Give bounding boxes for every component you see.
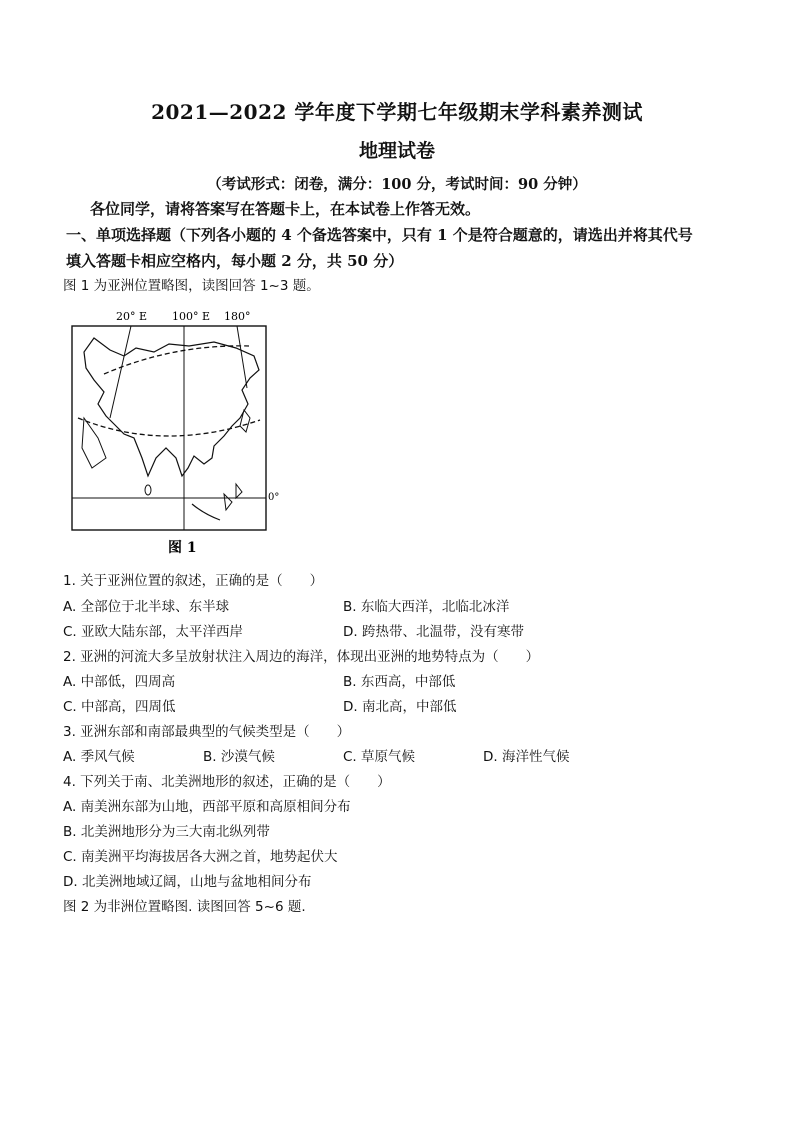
meridian-180 [237,326,247,388]
lon-label-180: 180° [224,310,251,323]
question-3-option-b: B. 沙漠气候 [203,749,275,765]
figure2-intro: 图 2 为非洲位置略图. 读图回答 5~6 题. [63,899,306,915]
question-1-option-b: B. 东临大西洋，北临北冰洋 [343,599,510,615]
equator-label: 0° [268,492,280,503]
asia-map-figure [64,308,280,560]
question-2-option-a: A. 中部低，四周高 [63,674,176,690]
asia-outline [84,338,259,476]
question-1-option-d: D. 跨热带、北温带，没有寒带 [343,624,524,640]
question-1-option-a: A. 全部位于北半球、东半球 [63,599,230,615]
question-4-option-a: A. 南美洲东部为山地，西部平原和高原相间分布 [63,799,351,815]
question-4-option-c: C. 南美洲平均海拔居各大洲之首，地势起伏大 [63,849,338,865]
island-1 [224,494,232,510]
section-heading-line2: 填入答题卡相应空格内，每小题 2 分，共 50 分） [66,252,404,270]
island-2 [236,484,242,498]
figure1-intro: 图 1 为亚洲位置略图，读图回答 1~3 题。 [63,278,320,294]
exam-info: （考试形式：闭卷，满分：100 分，考试时间：90 分钟） [207,176,587,193]
section-heading-line1: 一、单项选择题（下列各小题的 4 个备选答案中，只有 1 个是符合题意的，请选出并将其代号 [66,226,693,244]
figure1-caption: 图 1 [168,540,197,556]
question-2-option-b: B. 东西高，中部低 [343,674,456,690]
arabia-outline [82,418,106,468]
question-1-option-c: C. 亚欧大陆东部，太平洋西岸 [63,624,244,640]
question-4-option-d: D. 北美洲地域辽阔，山地与盆地相间分布 [63,874,312,890]
question-2-option-d: D. 南北高，中部低 [343,699,457,715]
islands-south [192,504,220,520]
exam-notice: 各位同学，请将答案写在答题卡上，在本试卷上作答无效。 [90,200,481,218]
question-2-stem: 2. 亚洲的河流大多呈放射状注入周边的海洋，体现出亚洲的地势特点为（ ） [63,649,540,665]
section-heading [66,222,736,274]
lon-label-100e: 100° E [172,310,211,323]
asia-map-svg [64,308,280,560]
question-2-option-c: C. 中部高，四周低 [63,699,176,715]
map-frame [72,326,266,530]
question-1-stem: 1. 关于亚洲位置的叙述，正确的是（ ） [63,573,324,589]
question-4-stem: 4. 下列关于南、北美洲地形的叙述，正确的是（ ） [63,774,391,790]
question-3-option-c: C. 草原气候 [343,749,416,765]
meridian-20e [110,326,131,418]
question-4-option-b: B. 北美洲地形分为三大南北纵列带 [63,824,270,840]
sri-lanka [145,485,151,495]
question-3-option-a: A. 季风气候 [63,749,135,765]
tropic-of-cancer [78,418,260,436]
lon-label-20e: 20° E [116,310,148,323]
exam-title: 2021—2022 学年度下学期七年级期末学科素养测试 [151,100,643,124]
exam-subtitle: 地理试卷 [358,140,435,162]
japan-outline [240,410,250,432]
question-3-option-d: D. 海洋性气候 [483,749,570,765]
question-3-stem: 3. 亚洲东部和南部最典型的气候类型是（ ） [63,724,351,740]
